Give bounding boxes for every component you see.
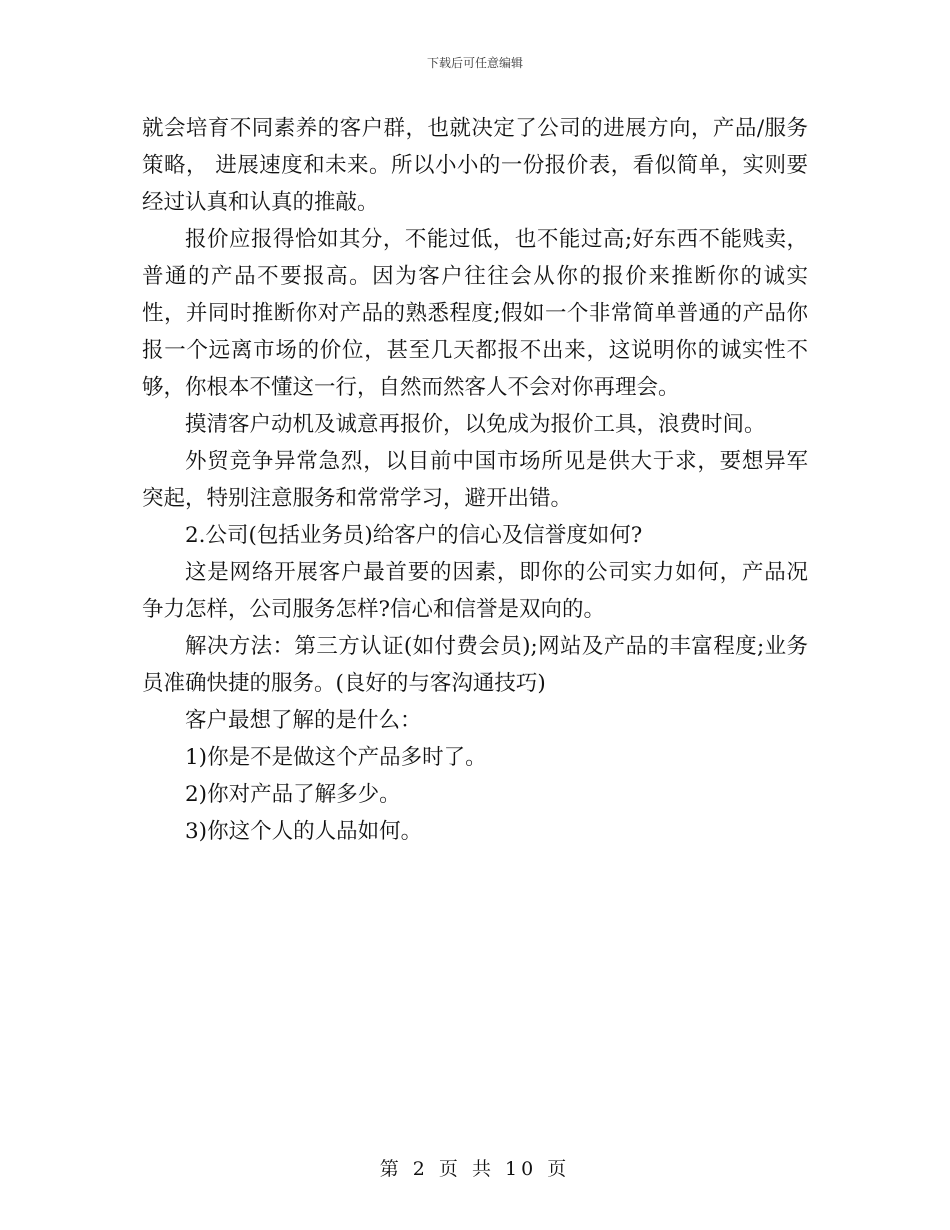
page-header-note: 下载后可任意编辑 (426, 56, 523, 70)
paragraph: 外贸竞争异常急烈，以目前中国市场所见是供大于求，要想异军突起，特别注意服务和常常学习，避开出错。 (142, 449, 808, 511)
paragraph: 报价应报得恰如其分，不能过低，也不能过高;好东西不能贱卖，普通的产品不要报高。因为客户往往会从你的报价来推断你的诚实性，并同时推断你对产品的熟悉程度;假如一个非常简单普通的产品你报一个远离市场的价位，甚至几天都报不出来，这说明你的诚实性不够，你根本不懂这一行，自然而然客人不会对你再理会。 (142, 227, 808, 400)
paragraph: 就会培育不同素养的客户群，也就决定了公司的进展方向，产品/服务策略， 进展速度和未来。所以小小的一份报价表，看似简单，实则要经过认真和认真的推敲。 (142, 116, 808, 215)
list-item: 2)你对产品了解多少。 (185, 782, 401, 807)
document-body (142, 110, 808, 850)
list-item: 1)你是不是做这个产品多时了。 (185, 745, 487, 770)
paragraph: 客户最想了解的是什么： (185, 708, 422, 733)
list-item: 3)你这个人的人品如何。 (185, 819, 423, 844)
paragraph: 这是网络开展客户最首要的因素，即你的公司实力如何，产品况争力怎样，公司服务怎样?信心和信誉是双向的。 (142, 560, 808, 622)
paragraph: 解决方法：第三方认证(如付费会员);网站及产品的丰富程度;业务员准确快捷的服务。(良好的与客沟通技巧) (142, 634, 808, 696)
page-number-footer: 第 2 页 共 10 页 (379, 1158, 571, 1180)
paragraph: 摸清客户动机及诚意再报价，以免成为报价工具，浪费时间。 (185, 412, 766, 437)
section-heading: 2.公司(包括业务员)给客户的信心及信誉度如何? (185, 523, 643, 548)
